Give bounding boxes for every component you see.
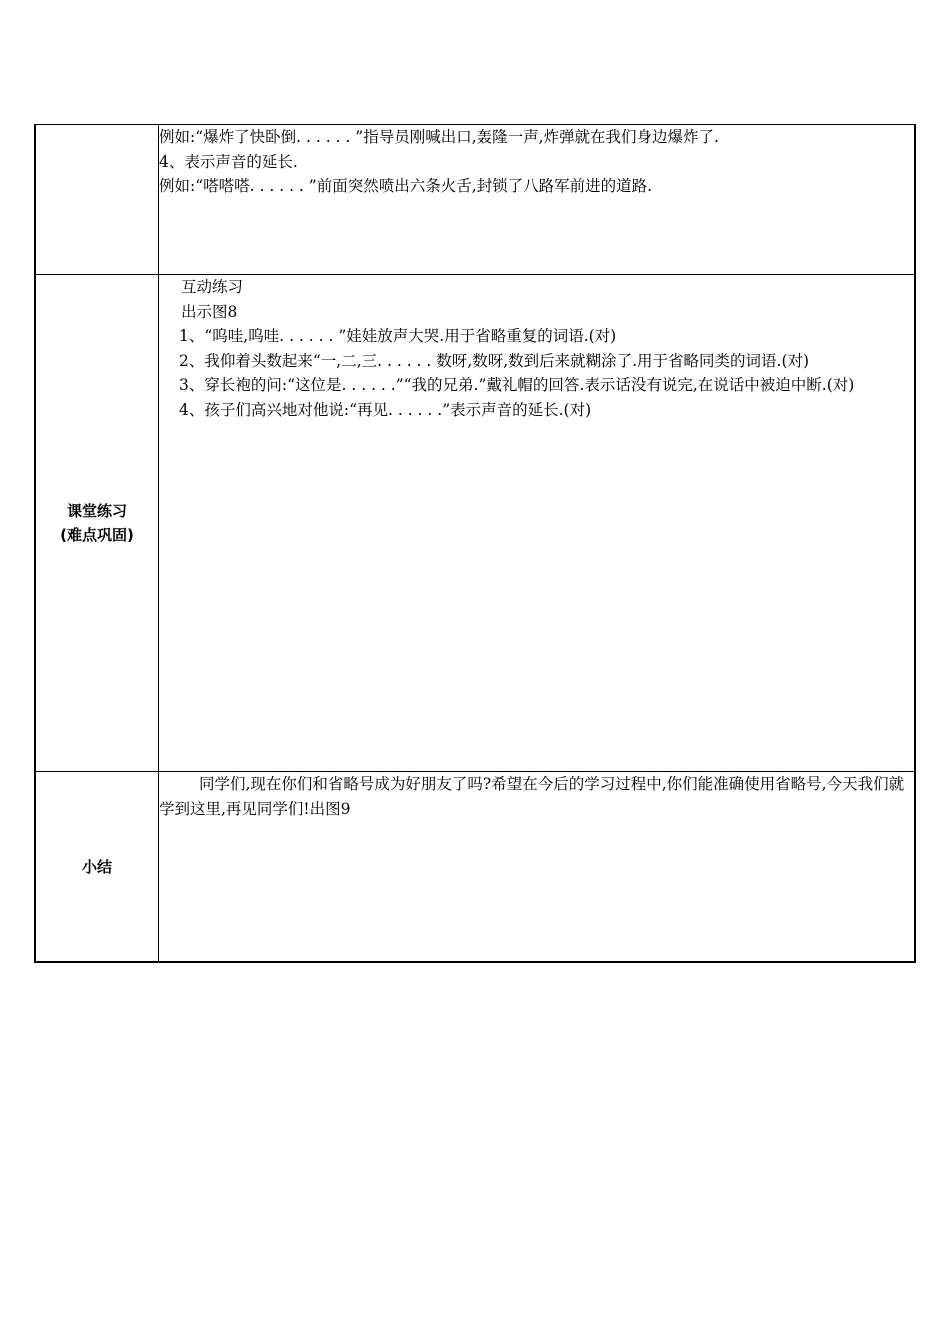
practice-item-4: 4、孩子们高兴地对他说:“再见. . . . . .”表示声音的延长.(对) [179, 400, 592, 419]
practice-item-3: 3、穿长袍的问:“这位是. . . . . .”“我的兄弟.”戴礼帽的回答.表示话没有说完,在说话中被迫中断.(对) [179, 376, 855, 394]
lesson-plan-table [34, 124, 916, 963]
table-row-summary [35, 772, 915, 963]
label-difficulty-review: (难点巩固) [60, 526, 134, 544]
row-content-summary [159, 772, 916, 963]
example-explosion-line: 例如:“爆炸了快卧倒. . . . . . ”指导员刚喊出口,轰隆一声,炸弹就在我们身边爆炸了. [159, 128, 719, 146]
example-gunfire-line: 例如:“嗒嗒嗒. . . . . . ”前面突然喷出六条火舌,封锁了八路军前进的道路. [159, 177, 653, 195]
table-row-classroom-practice [35, 275, 915, 772]
practice-show-figure: 出示图8 [181, 302, 238, 321]
row-content-examples [159, 125, 916, 275]
practice-heading: 互动练习 [181, 278, 244, 296]
practice-item-1: 1、“呜哇,呜哇. . . . . . ”娃娃放声大哭.用于省略重复的词语.(对) [179, 327, 617, 345]
label-summary: 小结 [81, 857, 112, 876]
row-label-classroom-practice [35, 275, 159, 772]
table-row-continuation [35, 125, 915, 275]
label-classroom-practice: 课堂练习 [66, 502, 127, 520]
usage-sound-extension-line: 4、表示声音的延长. [159, 152, 298, 171]
row-label-summary [35, 772, 159, 963]
summary-paragraph: 同学们,现在你们和省略号成为好朋友了吗?希望在今后的学习过程中,你们能准确使用省略号,今天我们就学到这里,再见同学们!出图9 [159, 775, 905, 818]
row-content-practice [159, 275, 916, 772]
row-label-empty [35, 125, 159, 275]
practice-item-2: 2、我仰着头数起来“一,二,三. . . . . . 数呀,数呀,数到后来就糊涂了.用于省略同类的词语.(对) [179, 351, 810, 370]
